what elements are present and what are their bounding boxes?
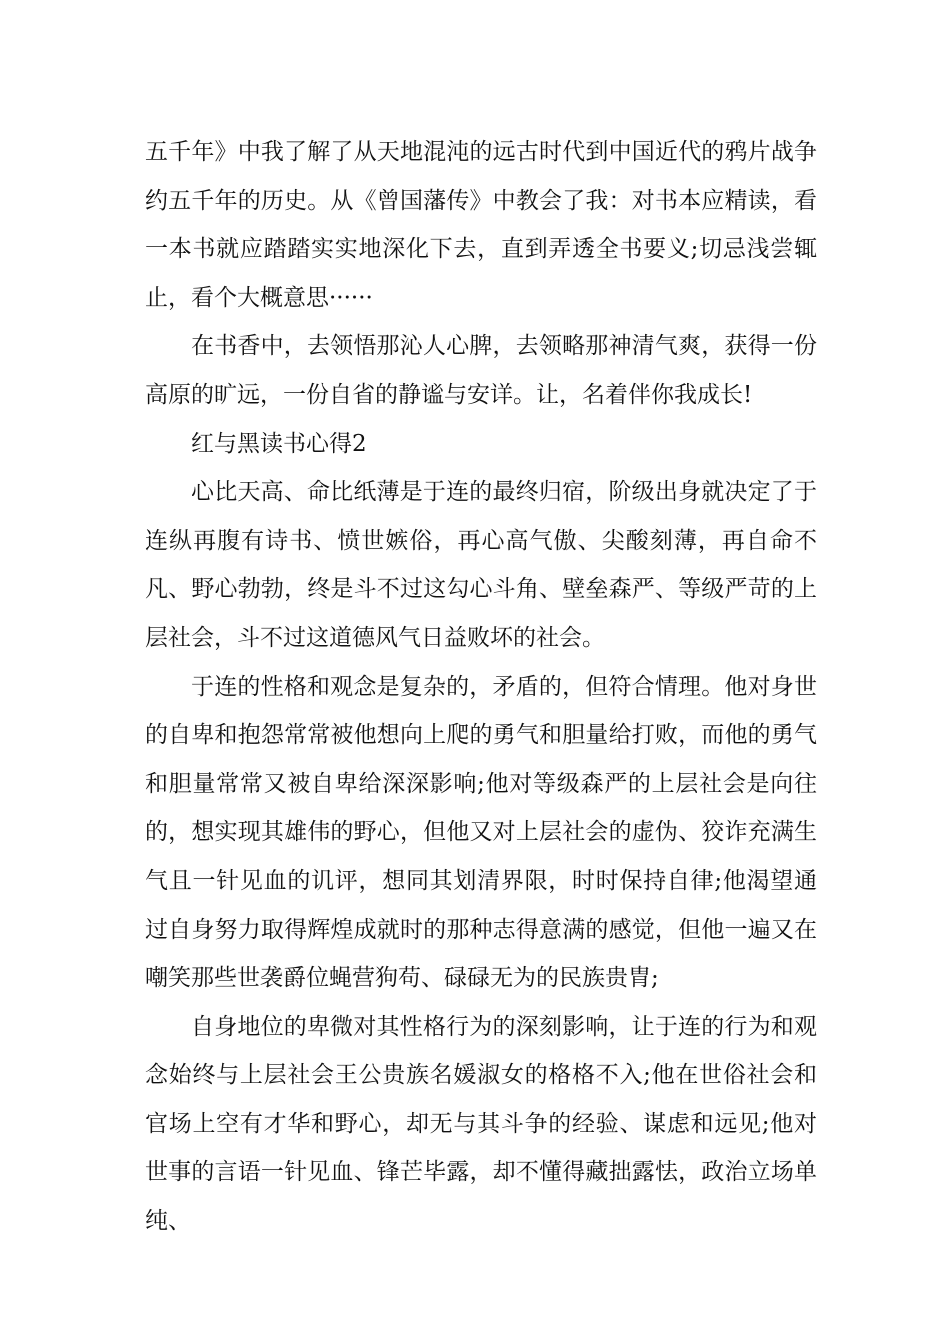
paragraph-3: 心比天高、命比纸薄是于连的最终归宿，阶级出身就决定了于连纵再腹有诗书、愤世嫉俗，再心高气傲、尖酸刻薄，再自命不凡、野心勃勃，终是斗不过这勾心斗角、壁垒森严、等级严苛的上层社会，斗不过这道德风气日益败坏的社会。 [145,479,817,651]
paragraph-4: 于连的性格和观念是复杂的，矛盾的，但符合情理。他对身世的自卑和抱怨常常被他想向上爬的勇气和胆量给打败，而他的勇气和胆量常常又被自卑给深深影响;他对等级森严的上层社会是向往的，想实现其雄伟的野心，但他又对上层社会的虚伪、狡诈充满生气且一针见血的讥评，想同其划清界限，时时保持自律;他渴望通过自身努力取得辉煌成就时的那种志得意满的感觉，但他一遍又在嘲笑那些世袭爵位蝇营狗苟、碌碌无为的民族贵胄; [145,673,817,992]
paragraph-5: 自身地位的卑微对其性格行为的深刻影响，让于连的行为和观念始终与上层社会王公贵族名媛淑女的格格不入;他在世俗社会和官场上空有才华和野心，却无与其斗争的经验、谋虑和远见;他对世事的言语一针见血、锋芒毕露，却不懂得藏拙露怯，政治立场单纯、 [145,1013,817,1235]
paragraph-1: 五千年》中我了解了从天地混沌的远古时代到中国近代的鸦片战争约五千年的历史。从《曾国藩传》中教会了我：对书本应精读，看一本书就应踏踏实实地深化下去，直到弄透全书要义;切忌浅尝辄止，看个大概意思······ [145,139,817,311]
section-heading: 红与黑读书心得2 [191,430,367,457]
paragraph-2: 在书香中，去领悟那沁人心脾，去领略那神清气爽，获得一份高原的旷远，一份自省的静谧与安详。让，名着伴你我成长! [145,333,817,408]
document-body [145,128,817,1246]
